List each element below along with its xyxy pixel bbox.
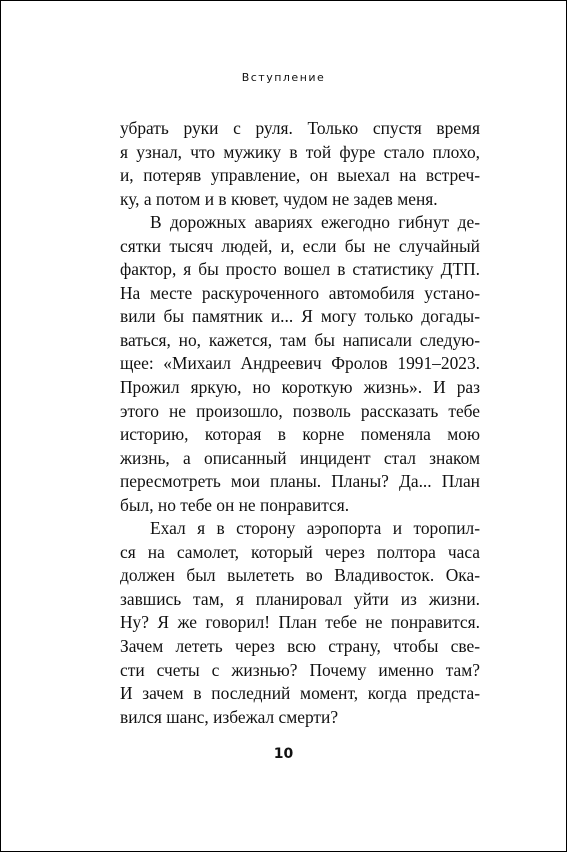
text-line: На месте раскуроченного автомобиля устано- — [120, 282, 480, 303]
text-line: завшись там, я планировал уйти из жизни. — [120, 588, 480, 609]
text-line: ку, а потом и в кювет, чудом не задев меня. — [120, 188, 438, 209]
text-line: фактор, я бы просто вошел в статистику ДТП. — [120, 259, 480, 280]
text-line: историю, которая в корне поменяла мою — [120, 424, 480, 445]
text-line: жизнь, а описанный инцидент стал знаком — [120, 447, 480, 468]
body-text — [120, 117, 480, 729]
page-number: 10 — [273, 746, 294, 762]
text-line: В дорожных авариях ежегодно гибнут де- — [150, 212, 480, 233]
text-line: И зачем в последний момент, когда предста- — [120, 683, 480, 704]
text-line: Зачем лететь через всю страну, чтобы све- — [120, 636, 480, 657]
text-line: вили бы памятник и... Я могу только догады- — [120, 306, 480, 327]
text-line: ся на самолет, который через полтора часа — [120, 541, 480, 562]
text-line: Ехал я в сторону аэропорта и торопил- — [150, 518, 480, 539]
text-line: убрать руки с руля. Только спустя время — [120, 118, 480, 138]
text-line: сти счеты с жизнью? Почему именно там? — [120, 659, 480, 680]
text-line: Ну? Я же говорил! План тебе не понравится. — [120, 612, 480, 633]
text-line: я узнал, что мужику в той фуре стало плохо, — [120, 141, 480, 162]
text-line: и, потеряв управление, он выехал на встреч- — [120, 165, 480, 186]
text-line: был, но тебе он не понравится. — [120, 494, 350, 515]
text-line: вился шанс, избежал смерти? — [120, 706, 339, 727]
text-line: щее: «Михаил Андреевич Фролов 1991–2023. — [120, 353, 480, 374]
text-line: пересмотреть мои планы. Планы? Да... План — [120, 471, 480, 492]
running-title: Вступление — [241, 71, 326, 84]
text-line: этого не произошло, позволь рассказать тебе — [120, 400, 480, 421]
text-line: должен был вылететь во Владивосток. Ока- — [120, 565, 480, 586]
text-line: сятки тысяч людей, и, если бы не случайный — [120, 235, 480, 256]
text-line: Прожил яркую, но короткую жизнь». И раз — [120, 377, 480, 398]
text-line: ваться, но, кажется, там бы написали следую- — [120, 329, 480, 350]
